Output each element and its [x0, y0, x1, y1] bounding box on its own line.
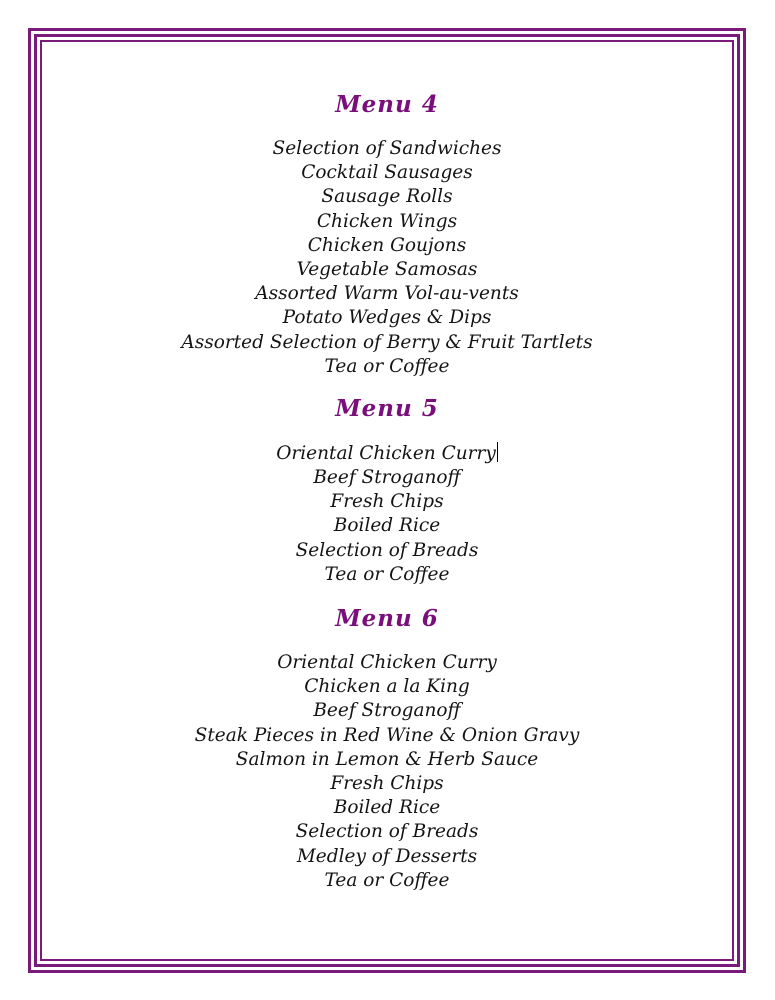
menu-item[interactable]: Tea or Coffee [324, 563, 450, 585]
menu-item[interactable]: Sausage Rolls [321, 186, 453, 208]
menu-item[interactable]: Beef Stroganoff [313, 467, 461, 489]
menu-5-title: Menu 5 [335, 394, 439, 422]
menu-6-section [42, 607, 732, 893]
menu-item[interactable]: Oriental Chicken Curry [277, 652, 497, 673]
menu-4-title: Menu 4 [335, 91, 439, 118]
menu-item[interactable]: Cocktail Sausages [301, 162, 473, 184]
menu-item[interactable]: Fresh Chips [330, 772, 444, 794]
menu-item[interactable]: Potato Wedges & Dips [282, 307, 492, 329]
menu-document [42, 42, 732, 893]
menu-item[interactable]: Assorted Warm Vol-au-vents [255, 283, 519, 305]
menu-6-items [42, 651, 732, 893]
menu-item[interactable]: Medley of Desserts [296, 845, 478, 867]
menu-item[interactable] [42, 442, 732, 466]
menu-item-text[interactable]: Oriental Chicken Curry [276, 442, 496, 464]
menu-item[interactable]: Beef Stroganoff [313, 700, 461, 722]
menu-5-items [42, 442, 732, 587]
menu-item[interactable]: Selection of Breads [295, 539, 479, 561]
menu-item[interactable]: Selection of Breads [295, 821, 479, 843]
menu-6-title: Menu 6 [335, 605, 439, 632]
menu-item[interactable]: Boiled Rice [333, 515, 441, 537]
menu-item[interactable]: Selection of Sandwiches [272, 138, 502, 159]
menu-item[interactable]: Boiled Rice [333, 797, 441, 819]
menu-item[interactable]: Chicken Wings [316, 210, 458, 232]
menu-5-section [42, 394, 732, 587]
menu-item[interactable]: Vegetable Samosas [296, 258, 478, 280]
menu-4-section [42, 93, 732, 379]
menu-4-items [42, 137, 732, 379]
text-cursor [497, 442, 498, 462]
menu-item[interactable]: Tea or Coffee [324, 869, 450, 891]
menu-item[interactable]: Chicken a la King [304, 676, 470, 698]
menu-item[interactable]: Steak Pieces in Red Wine & Onion Gravy [194, 724, 580, 746]
menu-item[interactable]: Assorted Selection of Berry & Fruit Tartlets [181, 331, 593, 353]
menu-item[interactable]: Tea or Coffee [324, 355, 450, 377]
menu-item[interactable]: Fresh Chips [330, 491, 444, 513]
menu-item[interactable]: Salmon in Lemon & Herb Sauce [235, 748, 539, 770]
menu-item[interactable]: Chicken Goujons [307, 234, 467, 256]
